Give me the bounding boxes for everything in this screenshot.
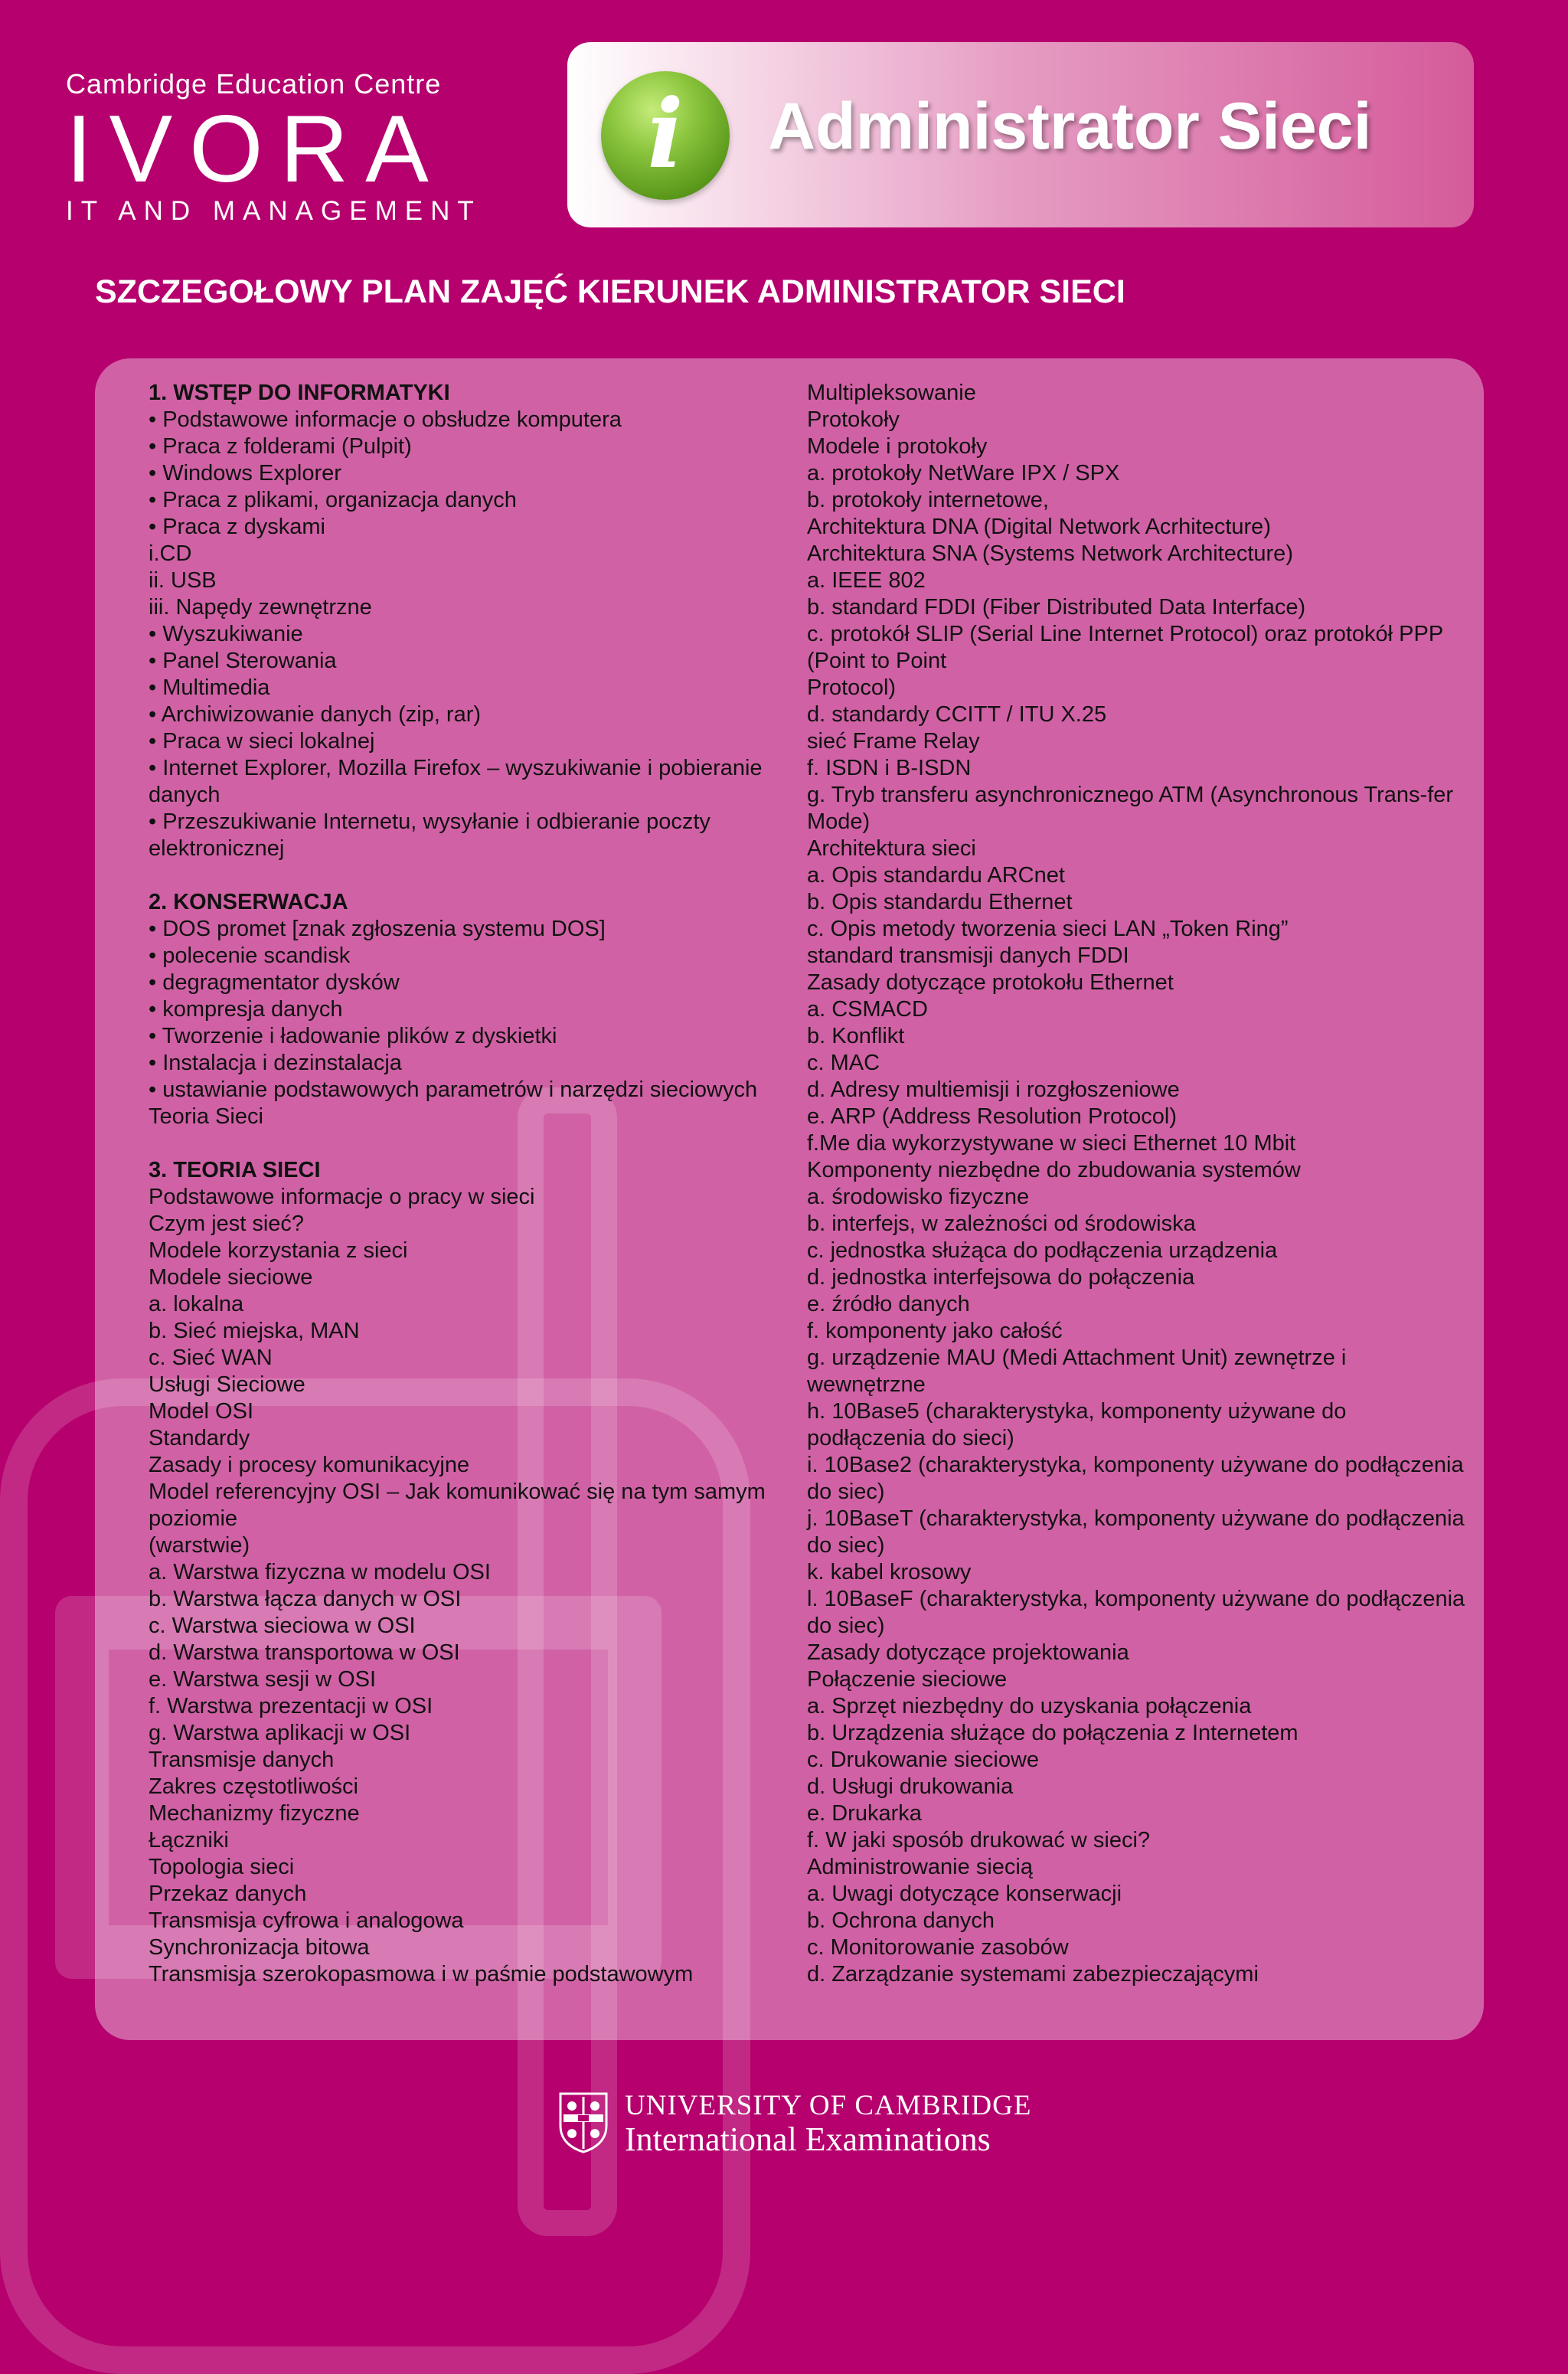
syllabus-item: f.Me dia wykorzystywane w sieci Ethernet 10 Mbit [807,1131,1296,1156]
syllabus-item: c. Drukowanie sieciowe [807,1748,1040,1772]
syllabus-item: Zasady dotyczące protokołu Ethernet [807,970,1174,995]
syllabus-item: Modele korzystania z sieci [149,1238,408,1263]
syllabus-item: Zasady dotyczące projektowania [807,1640,1129,1665]
syllabus-item: • Przeszukiwanie Internetu, wysyłanie i odbieranie poczty elektronicznej [149,809,710,861]
syllabus-item: c. Opis metody tworzenia sieci LAN „Token Ring” [807,917,1289,941]
syllabus-item: e. Drukarka [807,1801,922,1826]
syllabus-item: • Praca z dyskami [149,515,325,539]
syllabus-item: e. Warstwa sesji w OSI [149,1667,377,1692]
section-heading: 2. KONSERWACJA [149,890,348,914]
syllabus-item: d. standardy CCITT / ITU X.25 [807,702,1107,727]
syllabus-item: g. urządzenie MAU (Medi Attachment Unit) zewnętrze i wewnętrzne [807,1346,1347,1397]
syllabus-item: b. protokoły internetowe, [807,488,1049,512]
syllabus-item: b. Sieć miejska, MAN [149,1319,360,1343]
syllabus-item: Architektura sieci [807,836,976,861]
syllabus-item: b. standard FDDI (Fiber Distributed Data Interface) [807,595,1306,620]
syllabus-item: a. IEEE 802 [807,568,926,593]
syllabus-item: b. interfejs, w zależności od środowiska [807,1212,1196,1236]
syllabus-item: Transmisja cyfrowa i analogowa [149,1908,464,1933]
page-title: SZCZEGOŁOWY PLAN ZAJĘĆ KIERUNEK ADMINISTRATOR SIECI [95,273,1125,310]
syllabus-item: g. Warstwa aplikacji w OSI [149,1721,411,1745]
syllabus-item: Łączniki [149,1828,229,1852]
syllabus-item: a. Opis standardu ARCnet [807,863,1065,888]
syllabus-item: c. MAC [807,1051,880,1075]
syllabus-item: Zasady i procesy komunikacyjne [149,1453,470,1477]
syllabus-item: Modele sieciowe [149,1265,313,1290]
syllabus-left-column [149,380,784,2015]
syllabus-item: • Praca w sieci lokalnej [149,729,375,754]
syllabus-item: e. źródło danych [807,1292,970,1316]
syllabus-item: c. jednostka służąca do podłączenia urządzenia [807,1238,1278,1263]
syllabus-item: c. Sieć WAN [149,1346,273,1370]
syllabus-item: Architektura SNA (Systems Network Architecture) [807,541,1293,566]
syllabus-item: Transmisje danych [149,1748,335,1772]
syllabus-panel [95,358,1484,2040]
syllabus-item: • Praca z plikami, organizacja danych [149,488,517,512]
syllabus-item: k. kabel krosowy [807,1560,972,1584]
syllabus-item: Przekaz danych [149,1882,307,1906]
syllabus-item: Modele i protokoły [807,434,988,459]
syllabus-item: • Instalacja i dezinstalacja [149,1051,402,1075]
syllabus-item: a. protokoły NetWare IPX / SPX [807,461,1120,486]
syllabus-item: f. Warstwa prezentacji w OSI [149,1694,433,1718]
section-heading: 1. WSTĘP DO INFORMATYKI [149,381,450,405]
syllabus-item: c. Monitorowanie zasobów [807,1935,1069,1960]
syllabus-item: a. lokalna [149,1292,244,1316]
syllabus-item: Protokoły [807,407,900,432]
syllabus-item: b. Opis standardu Ethernet [807,890,1073,914]
syllabus-item: Podstawowe informacje o pracy w sieci [149,1185,535,1209]
syllabus-item: Połączenie sieciowe [807,1667,1008,1692]
syllabus-item: b. Urządzenia służące do połączenia z Internetem [807,1721,1298,1745]
syllabus-item: Protocol) [807,675,897,700]
syllabus-item: a. Warstwa fizyczna w modelu OSI [149,1560,491,1584]
syllabus-item: • Windows Explorer [149,461,341,486]
syllabus-item: f. ISDN i B-ISDN [807,756,972,780]
syllabus-item: Administrowanie siecią [807,1855,1033,1879]
syllabus-item: j. 10BaseT (charakterystyka, komponenty używane do podłączenia do siec) [807,1506,1465,1558]
syllabus-item: • ustawianie podstawowych parametrów i narzędzi sieciowych [149,1077,758,1102]
syllabus-item: b. Konflikt [807,1024,905,1048]
syllabus-item: f. komponenty jako całość [807,1319,1063,1343]
syllabus-item: f. W jaki sposób drukować w sieci? [807,1828,1151,1852]
syllabus-item: Standardy [149,1426,250,1450]
syllabus-item: Usługi Sieciowe [149,1372,305,1397]
syllabus-item: Teoria Sieci [149,1104,263,1129]
syllabus-item: • Archiwizowanie danych (zip, rar) [149,702,482,727]
syllabus-section [149,380,784,862]
syllabus-item: • kompresja danych [149,997,343,1022]
syllabus-item: i.CD [149,541,192,566]
syllabus-item: Transmisja szerokopasmowa i w paśmie podstawowym [149,1962,694,1987]
info-icon-glyph: i [647,79,684,190]
brand-tagline: Cambridge Education Centre [66,68,442,100]
syllabus-item: Czym jest sieć? [149,1212,305,1236]
brand-name: IVORA [66,96,446,202]
syllabus-section [149,1157,784,1988]
syllabus-item: d. Warstwa transportowa w OSI [149,1640,460,1665]
brand-subtitle: IT AND MANAGEMENT [66,196,482,226]
syllabus-item: d. Adresy multiemisji i rozgłoszeniowe [807,1077,1180,1102]
banner-title: Administrator Sieci [768,90,1372,163]
syllabus-item: c. Warstwa sieciowa w OSI [149,1614,416,1638]
syllabus-item: Model referencyjny OSI – Jak komunikować się na tym samym poziomie [149,1480,766,1531]
syllabus-item: ii. USB [149,568,217,593]
syllabus-item: standard transmisji danych FDDI [807,943,1129,968]
syllabus-item: b. Warstwa łącza danych w OSI [149,1587,462,1611]
section-heading: 3. TEORIA SIECI [149,1158,321,1182]
syllabus-item: Mechanizmy fizyczne [149,1801,360,1826]
syllabus-item: Multipleksowanie [807,381,976,405]
syllabus-item: • Wyszukiwanie [149,622,303,646]
syllabus-item: • Internet Explorer, Mozilla Firefox – wyszukiwanie i pobieranie danych [149,756,763,807]
syllabus-item: Model OSI [149,1399,253,1424]
syllabus-item: iii. Napędy zewnętrzne [149,595,372,620]
footer-university-name: UNIVERSITY OF CAMBRIDGE [625,2090,1032,2121]
syllabus-item: d. Usługi drukowania [807,1774,1014,1799]
info-icon [601,71,730,200]
syllabus-item: d. Zarządzanie systemami zabezpieczającymi [807,1962,1259,1987]
syllabus-item: Topologia sieci [149,1855,295,1879]
footer-examinations: International Examinations [625,2121,991,2158]
syllabus-item: e. ARP (Address Resolution Protocol) [807,1104,1178,1129]
syllabus-item: c. protokół SLIP (Serial Line Internet Protocol) oraz protokół PPP (Point to Point [807,622,1443,673]
syllabus-item: • polecenie scandisk [149,943,351,968]
syllabus-item: d. jednostka interfejsowa do połączenia [807,1265,1195,1290]
title-banner [567,42,1474,227]
syllabus-item: a. CSMACD [807,997,928,1022]
syllabus-item: sieć Frame Relay [807,729,980,754]
syllabus-item: Komponenty niezbędne do zbudowania systemów [807,1158,1301,1182]
syllabus-section [149,889,784,1130]
syllabus-item: Architektura DNA (Digital Network Acrhitecture) [807,515,1271,539]
syllabus-right-column [807,380,1465,1988]
syllabus-item: • DOS promet [znak zgłoszenia systemu DOS] [149,917,606,941]
syllabus-item: i. 10Base2 (charakterystyka, komponenty używane do podłączenia do siec) [807,1453,1464,1504]
cambridge-crest-icon [559,2092,608,2153]
syllabus-item: Synchronizacja bitowa [149,1935,370,1960]
syllabus-item: l. 10BaseF (charakterystyka, komponenty używane do podłączenia do siec) [807,1587,1465,1638]
syllabus-item: • degragmentator dysków [149,970,400,995]
syllabus-item: Zakres częstotliwości [149,1774,358,1799]
syllabus-item: a. Sprzęt niezbędny do uzyskania połączenia [807,1694,1252,1718]
syllabus-item: • Praca z folderami (Pulpit) [149,434,412,459]
syllabus-item: • Podstawowe informacje o obsłudze komputera [149,407,622,432]
syllabus-item: g. Tryb transferu asynchronicznego ATM (Asynchronous Trans-fer Mode) [807,783,1454,834]
syllabus-item: • Tworzenie i ładowanie plików z dyskietki [149,1024,557,1048]
syllabus-item: • Multimedia [149,675,270,700]
syllabus-item: • Panel Sterowania [149,649,337,673]
syllabus-item: a. Uwagi dotyczące konserwacji [807,1882,1122,1906]
syllabus-item: h. 10Base5 (charakterystyka, komponenty używane do podłączenia do sieci) [807,1399,1347,1450]
syllabus-item: (warstwie) [149,1533,250,1558]
syllabus-item: a. środowisko fizyczne [807,1185,1030,1209]
syllabus-item: b. Ochrona danych [807,1908,995,1933]
brand-logo [66,67,525,228]
